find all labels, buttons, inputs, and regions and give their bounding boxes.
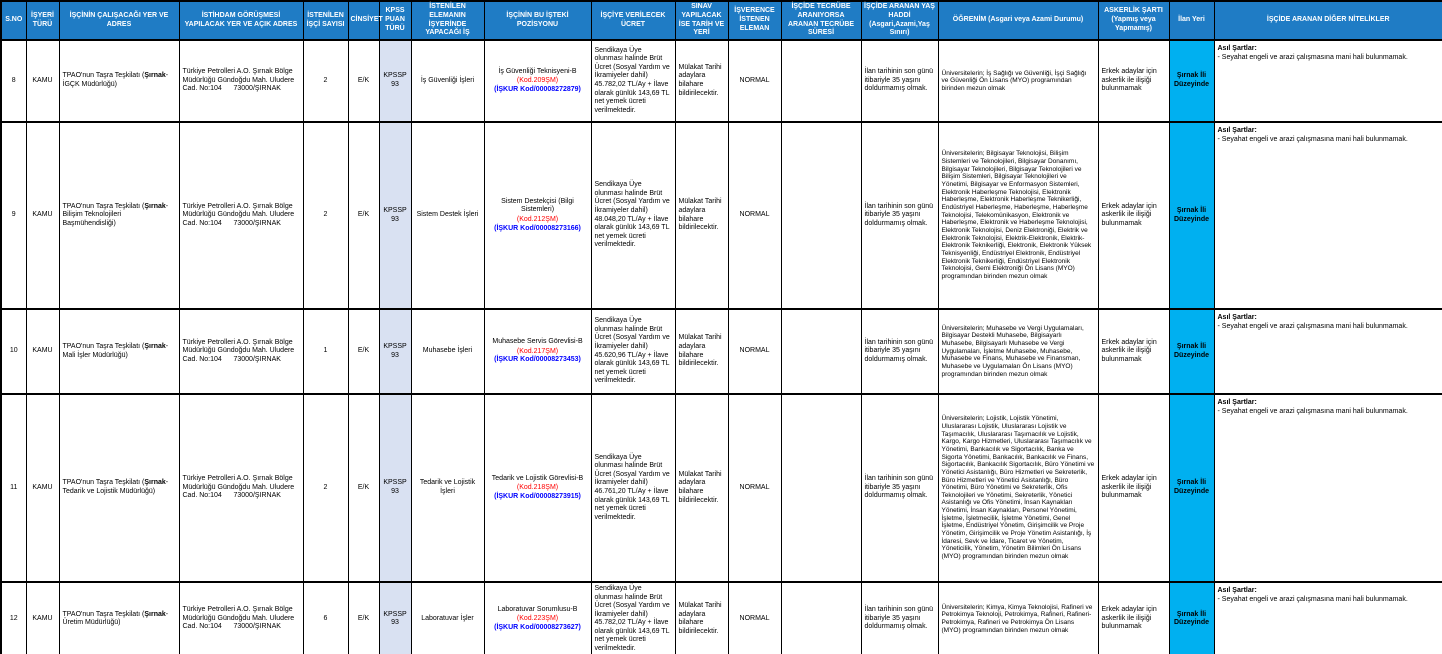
cell-sno: 12 [1, 582, 26, 654]
cell-exam: Mülakat Tarihi adaylara bilahare bildirilecektir. [675, 309, 728, 394]
cell-ad-location: Şırnak İli Düzeyinde [1169, 122, 1214, 309]
cell-interview-address: Türkiye Petrolleri A.O. Şırnak Bölge Müdürlüğü Gündoğdu Mah. Uludere Cad. No:104 73000/ŞIRNAK [179, 394, 303, 582]
cell-workplace-type: KAMU [26, 40, 59, 122]
cell-age-limit: İlan tarihinin son günü itibariyle 35 yaşını doldurmamış olmak. [861, 122, 938, 309]
cell-workplace-type: KAMU [26, 582, 59, 654]
cell-wage: Sendikaya Üye olunması halinde Brüt Ücret (Sosyal Yardım ve İkramiyeler dahil) 45.620,96 TL/Ay + İlave olarak günlük 143,69 TL net yemek ücreti verilmektedir. [591, 309, 675, 394]
workplace-suffix: -Üretim Müdürlüğü) [62, 610, 169, 627]
cell-workplace [59, 122, 179, 309]
cell-military: Erkek adaylar için askerlik ile ilişiği bulunmamak [1098, 309, 1169, 394]
cell-worker-count: 6 [303, 582, 348, 654]
cell-employer-request: NORMAL [728, 122, 781, 309]
other-qualifications-heading: Asıl Şartlar: [1217, 45, 1257, 52]
cell-experience [781, 309, 861, 394]
cell-interview-address: Türkiye Petrolleri A.O. Şırnak Bölge Müdürlüğü Gündoğdu Mah. Uludere Cad. No:104 73000/ŞIRNAK [179, 122, 303, 309]
cell-education: Üniversitelerin; Bilgisayar Teknolojisi, Bilişim Sistemleri ve Teknolojileri, Bilgisayar Donanımı, Bilgisayar Teknolojileri, Bilgisayar Teknolojileri ve Bilişim Sistemleri, Bilgisayar Teknolojileri ve Yönetimi, Bilgisayar ve Enformasyon Sistemleri, Elektronik Haberleşme Teknolojisi, Elektronik Haberleşme, Elektronik Haberleşme Teknikerliği, Endüstriyel Haberleşme, Haberleşme, Haberleşme Teknolojisi, Telekomünikasyon, Elektronik ve Haberleşme, Elektronik ve Haberleşme Teknolojisi, Elektronik Teknolojisi, Deniz Elektroniği, Elektrik ve Elektronik Teknolojisi, Elektrik-Elektronik, Elektrik-Elektronik Teknikerliği, Elektronik, Elektronik Yüksek Teknisyenliği, Endüstriyel Elektronik, Endüstriyel Elektronik Teknikerliği, Endüstriyel Elektronik Teknolojisi, Gemi Elektroniği Ön Lisans (MYO) programından birinden mezun olmak [938, 122, 1098, 309]
position-kod: (Kod.218ŞM) [516, 484, 559, 492]
cell-sno: 8 [1, 40, 26, 122]
cell-age-limit: İlan tarihinin son günü itibariyle 35 yaşını doldurmamış olmak. [861, 394, 938, 582]
table-row [1, 394, 1442, 582]
cell-education: Üniversitelerin; Kimya, Kimya Teknolojisi, Rafineri ve Petrokimya Teknoloji, Petrokimya, Rafineri, Rafineri-Petrokimya, Rafineri ve Petrokimya Ön Lisans (MYO) programından birinden mezun olmak [938, 582, 1098, 654]
cell-employer-request: NORMAL [728, 309, 781, 394]
cell-experience [781, 394, 861, 582]
position-iskur-kod: (İŞKUR Kod/00008273627) [494, 623, 581, 631]
other-qualifications-heading: Asıl Şartlar: [1217, 127, 1257, 134]
cell-kpss-type: KPSSP93 [379, 40, 411, 122]
header-employer-request: İŞVERENCE İSTENEN ELEMAN [728, 1, 781, 40]
cell-ad-location: Şırnak İli Düzeyinde [1169, 582, 1214, 654]
cell-military: Erkek adaylar için askerlik ile ilişiği bulunmamak [1098, 40, 1169, 122]
header-row [1, 1, 1442, 40]
cell-gender: E/K [348, 394, 379, 582]
workplace-suffix: -İGÇK Müdürlüğü) [62, 72, 169, 88]
cell-wage: Sendikaya Üye olunması halinde Brüt Ücret (Sosyal Yardım ve İkramiyeler dahil) 45.782,02 TL/Ay + İlave olarak günlük 143,69 TL net yemek ücreti verilmektedir. [591, 40, 675, 122]
cell-job: Sistem Destek İşleri [411, 122, 484, 309]
cell-exam: Mülakat Tarihi adaylara bilahare bildirilecektir. [675, 40, 728, 122]
cell-experience [781, 582, 861, 654]
table-row [1, 40, 1442, 122]
workplace-city: Şırnak [144, 202, 166, 210]
cell-interview-address: Türkiye Petrolleri A.O. Şırnak Bölge Müdürlüğü Gündoğdu Mah. Uludere Cad. No:104 73000/ŞIRNAK [179, 40, 303, 122]
cell-wage: Sendikaya Üye olunması halinde Brüt Ücret (Sosyal Yardım ve İkramiyeler dahil) 45.782,02 TL/Ay + İlave olarak günlük 143,69 TL net yemek ücreti verilmektedir. [591, 582, 675, 654]
header-ad-location: İlan Yeri [1169, 1, 1214, 40]
cell-workplace [59, 582, 179, 654]
cell-education: Üniversitelerin; İş Sağlığı ve Güvenliği, İşçi Sağlığı ve Güvenliği Ön Lisans (MYO) programından birinden mezun olmak [938, 40, 1098, 122]
cell-ad-location: Şırnak İli Düzeyinde [1169, 40, 1214, 122]
cell-employer-request: NORMAL [728, 394, 781, 582]
cell-worker-count: 2 [303, 394, 348, 582]
cell-other-qualifications [1214, 309, 1442, 394]
cell-military: Erkek adaylar için askerlik ile ilişiği bulunmamak [1098, 394, 1169, 582]
cell-worker-count: 2 [303, 122, 348, 309]
header-other-qualifications: İŞÇİDE ARANAN DİĞER NİTELİKLER [1214, 1, 1442, 40]
cell-exam: Mülakat Tarihi adaylara bilahare bildirilecektir. [675, 122, 728, 309]
cell-ad-location: Şırnak İli Düzeyinde [1169, 309, 1214, 394]
cell-kpss-type: KPSSP93 [379, 122, 411, 309]
position-kod: (Kod.212ŞM) [516, 216, 559, 223]
cell-workplace-type: KAMU [26, 394, 59, 582]
cell-gender: E/K [348, 582, 379, 654]
header-kpss-type: KPSS PUAN TÜRÜ [379, 1, 411, 40]
cell-job: Laboratuvar İşler [411, 582, 484, 654]
cell-age-limit: İlan tarihinin son günü itibariyle 35 yaşını doldurmamış olmak. [861, 309, 938, 394]
position-title: Laboratuvar Sorumlusu-B [497, 605, 578, 613]
cell-military: Erkek adaylar için askerlik ile ilişiği bulunmamak [1098, 122, 1169, 309]
other-qualifications-text: - Seyahat engeli ve arazi çalışmasına mani hali bulunmamak. [1217, 595, 1408, 603]
other-qualifications-text: - Seyahat engeli ve arazi çalışmasına mani hali bulunmamak. [1217, 135, 1408, 143]
cell-exam: Mülakat Tarihi adaylara bilahare bildirilecektir. [675, 582, 728, 654]
cell-gender: E/K [348, 122, 379, 309]
table-row [1, 122, 1442, 309]
other-qualifications-text: - Seyahat engeli ve arazi çalışmasına mani hali bulunmamak. [1217, 407, 1408, 415]
header-workplace-type: İŞYERİ TÜRÜ [26, 1, 59, 40]
cell-position [484, 309, 591, 394]
header-worker-count: İSTENİLEN İŞÇİ SAYISI [303, 1, 348, 40]
cell-ad-location: Şırnak İli Düzeyinde [1169, 394, 1214, 582]
cell-interview-address: Türkiye Petrolleri A.O. Şırnak Bölge Müdürlüğü Gündoğdu Mah. Uludere Cad. No:104 73000/ŞIRNAK [179, 582, 303, 654]
position-title: Tedarik ve Lojistik Görevlisi-B [491, 474, 584, 482]
cell-other-qualifications [1214, 122, 1442, 309]
cell-position [484, 394, 591, 582]
cell-education: Üniversitelerin; Lojistik, Lojistik Yönetimi, Uluslararası Lojistik, Uluslararası Lojistik ve Taşımacılık, Uluslararası Taşımacılık ve Lojistik, Kargo, Kargo Hizmetleri, Uluslararası Taşımacılık ve Yönetimi, Bankacılık ve Sigortacılık, Banka ve Sigorta Yönetimi, Bankacılık, Bankacılık ve Finans, Sigortacılık, Bankacılık Sigortacılık, Büro Yönetimi ve Yönetici Asistanlığı, Büro Hizmetleri ve Sekreterlik, Büro Hizmetleri ve Yönetici Asistanlığı, Büro Yönetimi, Büro Yönetimi ve Sekreterlik, Ofis Teknolojileri ve Yönetimi, Sekreterlik, Yönetici Asistanlığı ve Ofis Yönetimi, İnsan Kaynakları Yönetimi, İnsan Kaynakları, Personel Yönetimi, İşletme, İşletmecilik, İşletme Yönetimi, Genel İşletme, Endüstriyel Yönetim, Girişimcilik ve Proje Yönetim, Girişimcilik ve Proje Yönetim Asistanlığı, İş İdaresi, Sevk ve İdare, Ticaret ve Yönetim, Yöneticilik, Yönetim, Yönetim Bilimleri Ön Lisans (MYO) programından birinden mezun olmak [938, 394, 1098, 582]
cell-exam: Mülakat Tarihi adaylara bilahare bildirilecektir. [675, 394, 728, 582]
cell-position [484, 582, 591, 654]
cell-interview-address: Türkiye Petrolleri A.O. Şırnak Bölge Müdürlüğü Gündoğdu Mah. Uludere Cad. No:104 73000/ŞIRNAK [179, 309, 303, 394]
position-kod: (Kod.217ŞM) [516, 347, 559, 355]
workplace-city: Şırnak [144, 479, 166, 487]
cell-age-limit: İlan tarihinin son günü itibariyle 35 yaşını doldurmamış olmak. [861, 582, 938, 654]
table-header [1, 1, 1442, 40]
cell-other-qualifications [1214, 582, 1442, 654]
cell-kpss-type: KPSSP93 [379, 309, 411, 394]
cell-other-qualifications [1214, 40, 1442, 122]
cell-gender: E/K [348, 40, 379, 122]
cell-experience [781, 122, 861, 309]
cell-experience [781, 40, 861, 122]
cell-gender: E/K [348, 309, 379, 394]
workplace-city: Şırnak [144, 342, 166, 350]
workplace-prefix: TPAO'nun Taşra Teşkilatı ( [62, 610, 145, 618]
cell-wage: Sendikaya Üye olunması halinde Brüt Ücret (Sosyal Yardım ve İkramiyeler dahil) 46.761,20 TL/Ay + İlave olarak günlük 143,69 TL net yemek ücreti verilmektedir. [591, 394, 675, 582]
other-qualifications-text: - Seyahat engeli ve arazi çalışmasına mani hali bulunmamak. [1217, 322, 1408, 330]
header-gender: CİNSİYET [348, 1, 379, 40]
cell-employer-request: NORMAL [728, 582, 781, 654]
other-qualifications-heading: Asıl Şartlar: [1217, 587, 1257, 594]
position-iskur-kod: (İŞKUR Kod/00008272879) [494, 85, 581, 93]
cell-education: Üniversitelerin; Muhasebe ve Vergi Uygulamaları, Bilgisayar Destekli Muhasebe, Bilgisayarlı Muhasebe, Bilgisayarlı Muhasebe ve Vergi Uygulamaları, İşletme Muhasebe, Muhasebe, Muhasebe ve Finans, Muhasebe ve Finansman, Muhasebe ve Uygulamaları Ön Lisans (MYO) programından birinden mezun olmak [938, 309, 1098, 394]
cell-sno: 10 [1, 309, 26, 394]
cell-position [484, 40, 591, 122]
cell-workplace [59, 309, 179, 394]
cell-kpss-type: KPSSP93 [379, 582, 411, 654]
table-row [1, 582, 1442, 654]
cell-job: Tedarik ve Lojistik İşleri [411, 394, 484, 582]
position-title: Sistem Destekçisi (Bilgi Sistemleri) [501, 197, 574, 214]
cell-military: Erkek adaylar için askerlik ile ilişiği bulunmamak [1098, 582, 1169, 654]
header-position: İŞÇİNİN BU İŞTEKİ POZİSYONU [484, 1, 591, 40]
header-age-limit: İŞÇİDE ARANAN YAŞ HADDİ (Asgari,Azami,Yaş Sınırı) [861, 1, 938, 40]
workplace-suffix: -Bilişim Teknolojileri Başmühendisliği) [62, 202, 169, 227]
header-exam: SINAV YAPILACAK İSE TARİH VE YERİ [675, 1, 728, 40]
cell-kpss-type: KPSSP93 [379, 394, 411, 582]
position-title: İş Güvenliği Teknisyeni-B [498, 67, 577, 75]
workplace-suffix: -Mali İşler Müdürlüğü) [62, 342, 169, 359]
cell-age-limit: İlan tarihinin son günü itibariyle 35 yaşını doldurmamış olmak. [861, 40, 938, 122]
header-experience: İŞÇİDE TECRÜBE ARANIYORSA ARANAN TECRÜBE SÜRESİ [781, 1, 861, 40]
header-education: ÖĞRENİM (Asgari veya Azami Durumu) [938, 1, 1098, 40]
header-wage: İŞÇİYE VERİLECEK ÜCRET [591, 1, 675, 40]
cell-workplace-type: KAMU [26, 122, 59, 309]
cell-workplace-type: KAMU [26, 309, 59, 394]
cell-employer-request: NORMAL [728, 40, 781, 122]
position-title: Muhasebe Servis Görevlisi-B [492, 338, 583, 346]
workplace-prefix: TPAO'nun Taşra Teşkilatı ( [62, 479, 145, 487]
workplace-prefix: TPAO'nun Taşra Teşkilatı ( [62, 202, 145, 210]
header-military: ASKERLİK ŞARTI (Yapmış veya Yapmamış) [1098, 1, 1169, 40]
header-workplace: İŞÇİNİN ÇALIŞACAĞI YER VE ADRES [59, 1, 179, 40]
cell-job: İş Güvenliği İşleri [411, 40, 484, 122]
other-qualifications-heading: Asıl Şartlar: [1217, 399, 1257, 406]
workplace-prefix: TPAO'nun Taşra Teşkilatı ( [62, 72, 145, 80]
header-sno: S.NO [1, 1, 26, 40]
cell-workplace [59, 40, 179, 122]
cell-job: Muhasebe İşleri [411, 309, 484, 394]
workplace-city: Şırnak [144, 610, 166, 618]
other-qualifications-text: - Seyahat engeli ve arazi çalışmasına mani hali bulunmamak. [1217, 53, 1408, 61]
workplace-suffix: -Tedarik ve Lojistik Müdürlüğü) [62, 479, 169, 495]
cell-worker-count: 2 [303, 40, 348, 122]
cell-sno: 11 [1, 394, 26, 582]
position-kod: (Kod.223ŞM) [516, 615, 559, 623]
workplace-city: Şırnak [144, 72, 166, 80]
cell-workplace [59, 394, 179, 582]
cell-wage: Sendikaya Üye olunması halinde Brüt Ücret (Sosyal Yardım ve İkramiyeler dahil) 48.048,20 TL/Ay + İlave olarak günlük 143,69 TL net yemek ücreti verilmektedir. [591, 122, 675, 309]
cell-worker-count: 1 [303, 309, 348, 394]
header-job: İSTENİLEN ELEMANIN İŞYERİNDE YAPACAĞI İŞ [411, 1, 484, 40]
table-body [1, 40, 1442, 654]
position-iskur-kod: (İŞKUR Kod/00008273915) [494, 492, 581, 500]
table-row [1, 309, 1442, 394]
position-iskur-kod: (İŞKUR Kod/00008273453) [494, 356, 581, 364]
other-qualifications-heading: Asıl Şartlar: [1217, 314, 1257, 321]
cell-sno: 9 [1, 122, 26, 309]
position-iskur-kod: (İŞKUR Kod/00008273166) [494, 224, 581, 232]
header-interview-address: İSTİHDAM GÖRÜŞMESİ YAPILACAK YER VE AÇIK ADRES [179, 1, 303, 40]
workplace-prefix: TPAO'nun Taşra Teşkilatı ( [62, 342, 145, 350]
position-kod: (Kod.209ŞM) [516, 77, 559, 85]
cell-position [484, 122, 591, 309]
cell-other-qualifications [1214, 394, 1442, 582]
